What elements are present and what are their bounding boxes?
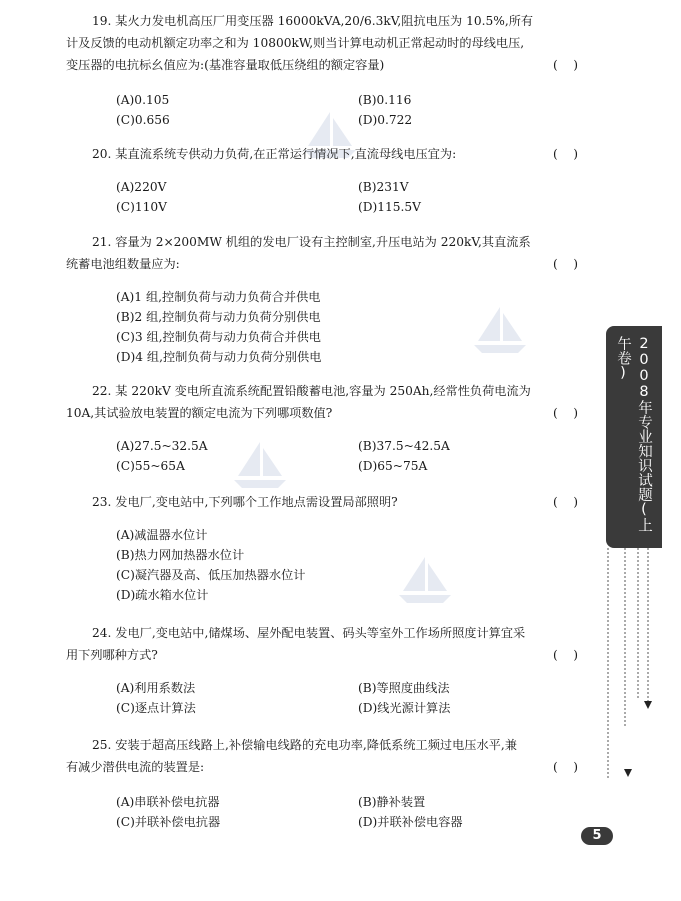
stem-line: 21. 容量为 2×200MW 机组的发电厂设有主控制室,升压电站为 220kV,其直流系 bbox=[92, 235, 531, 249]
options bbox=[116, 287, 590, 367]
section-side-tab bbox=[606, 326, 662, 548]
question-stem bbox=[66, 622, 578, 666]
page-number: 5 bbox=[581, 827, 613, 845]
stem-line: 24. 发电厂,变电站中,储煤场、屋外配电装置、码头等室外工作场所照度计算宜采 bbox=[92, 626, 526, 640]
dotted-guide-lines bbox=[600, 548, 660, 788]
stem-line: 有减少潜供电流的装置是: bbox=[66, 760, 205, 774]
option-c: (C)3 组,控制负荷与动力负荷合并供电 bbox=[116, 330, 321, 344]
option-a: (A)27.5~32.5A bbox=[116, 439, 208, 453]
answer-bracket: ( ) bbox=[552, 760, 578, 774]
option-d: (D)线光源计算法 bbox=[358, 701, 451, 715]
stem-line: 22. 某 220kV 变电所直流系统配置铅酸蓄电池,容量为 250Ah,经常性负荷电流为 bbox=[92, 384, 531, 398]
option-a: (A)1 组,控制负荷与动力负荷合并供电 bbox=[116, 290, 321, 304]
option-a: (A)0.105 bbox=[116, 93, 170, 107]
option-c: (C)55~65A bbox=[116, 459, 185, 473]
answer-bracket: ( ) bbox=[552, 406, 578, 420]
question-24 bbox=[0, 622, 590, 718]
question-stem bbox=[66, 10, 578, 76]
options bbox=[116, 177, 590, 217]
option-d: (D)115.5V bbox=[358, 200, 421, 214]
arrow-down-icon bbox=[623, 768, 633, 778]
option-d: (D)0.722 bbox=[358, 113, 413, 127]
option-b: (B)0.116 bbox=[358, 93, 412, 107]
side-tab-label: 2008年专业知识试题(上午卷) bbox=[615, 336, 652, 532]
stem-line: 23. 发电厂,变电站中,下列哪个工作地点需设置局部照明? bbox=[92, 495, 398, 509]
option-d: (D)并联补偿电容器 bbox=[358, 815, 463, 829]
options bbox=[116, 678, 590, 718]
question-20 bbox=[0, 143, 590, 217]
question-stem bbox=[66, 380, 578, 424]
option-b: (B)等照度曲线法 bbox=[358, 681, 450, 695]
option-c: (C)110V bbox=[116, 200, 167, 214]
question-22 bbox=[0, 380, 590, 476]
answer-bracket: ( ) bbox=[552, 147, 578, 161]
question-21 bbox=[0, 231, 590, 367]
option-c: (C)0.656 bbox=[116, 113, 170, 127]
question-stem bbox=[66, 231, 578, 275]
arrow-down-icon bbox=[643, 700, 653, 710]
options bbox=[116, 436, 590, 476]
option-c: (C)逐点计算法 bbox=[116, 701, 196, 715]
stem-line: 用下列哪种方式? bbox=[66, 648, 158, 662]
stem-line: 计及反馈的电动机额定功率之和为 10800kW,则当计算电动机正常起动时的母线电压, bbox=[66, 36, 525, 50]
answer-bracket: ( ) bbox=[552, 58, 578, 72]
question-stem bbox=[66, 734, 578, 778]
option-a: (A)减温器水位计 bbox=[116, 528, 208, 542]
stem-line: 变压器的电抗标幺值应为:(基准容量取低压绕组的额定容量) bbox=[66, 58, 385, 72]
stem-line: 10A,其试验放电装置的额定电流为下列哪项数值? bbox=[66, 406, 333, 420]
options bbox=[116, 90, 590, 130]
option-d: (D)65~75A bbox=[358, 459, 428, 473]
option-c: (C)凝汽器及高、低压加热器水位计 bbox=[116, 568, 306, 582]
option-b: (B)热力网加热器水位计 bbox=[116, 548, 245, 562]
option-b: (B)静补装置 bbox=[358, 795, 426, 809]
option-b: (B)2 组,控制负荷与动力负荷分别供电 bbox=[116, 310, 321, 324]
options bbox=[116, 792, 590, 832]
option-a: (A)利用系数法 bbox=[116, 681, 196, 695]
option-a: (A)串联补偿电抗器 bbox=[116, 795, 220, 809]
question-19 bbox=[0, 10, 590, 130]
option-b: (B)231V bbox=[358, 180, 409, 194]
question-23 bbox=[0, 491, 590, 605]
option-c: (C)并联补偿电抗器 bbox=[116, 815, 221, 829]
option-b: (B)37.5~42.5A bbox=[358, 439, 450, 453]
answer-bracket: ( ) bbox=[552, 648, 578, 662]
option-d: (D)4 组,控制负荷与动力负荷分别供电 bbox=[116, 350, 322, 364]
question-stem bbox=[66, 491, 578, 513]
stem-line: 20. 某直流系统专供动力负荷,在正常运行情况下,直流母线电压宜为: bbox=[92, 147, 457, 161]
answer-bracket: ( ) bbox=[552, 257, 578, 271]
option-a: (A)220V bbox=[116, 180, 167, 194]
stem-line: 25. 安装于超高压线路上,补偿输电线路的充电功率,降低系统工频过电压水平,兼 bbox=[92, 738, 517, 752]
answer-bracket: ( ) bbox=[552, 495, 578, 509]
stem-line: 统蓄电池组数量应为: bbox=[66, 257, 180, 271]
stem-line: 19. 某火力发电机高压厂用变压器 16000kVA,20/6.3kV,阻抗电压为 10.5%,所有 bbox=[92, 14, 534, 28]
options bbox=[116, 525, 590, 605]
option-d: (D)疏水箱水位计 bbox=[116, 588, 209, 602]
question-25 bbox=[0, 734, 590, 832]
question-stem bbox=[66, 143, 578, 165]
